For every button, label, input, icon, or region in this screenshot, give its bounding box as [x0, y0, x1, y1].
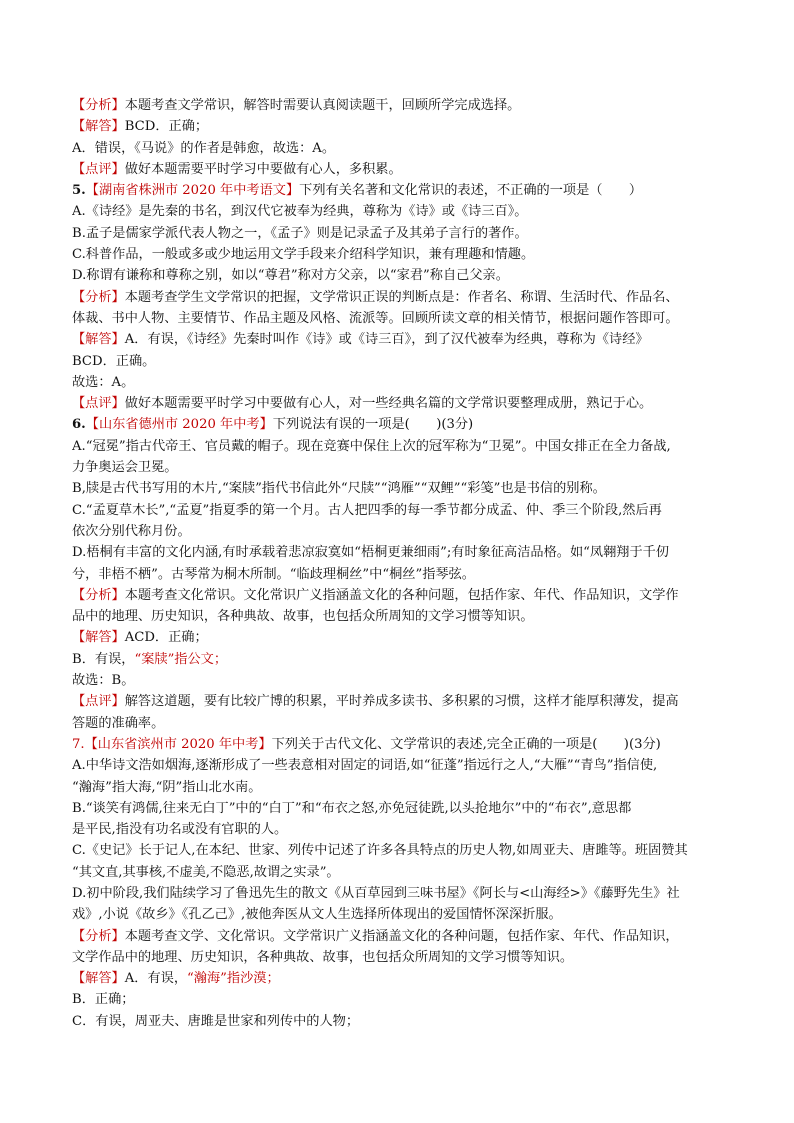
text-line: [72, 862, 732, 883]
highlighted-text: “案牍”指公文；: [134, 651, 228, 667]
text-segment: 下列有关名著和文化常识的表述，不正确的一项是（ ）: [299, 183, 643, 199]
text-line: [72, 713, 732, 734]
text-segment: C.科普作品，一般或多或少地运用文学手段来介绍科学知识，兼有理趣和情趣。: [72, 247, 535, 263]
text-line: [72, 265, 732, 286]
text-segment: “瀚海”指大海,“阴”指山北水南。: [72, 779, 262, 795]
text-line: [72, 542, 732, 563]
text-segment: A.中华诗文浩如烟海,逐渐形成了一些表意相对固定的词语,如“征蓬”指远行之人,“大雁”“青鸟”指信使,: [72, 758, 658, 774]
section-tag: 【山东省德州市 2020 年中考】: [85, 417, 273, 433]
section-tag: 【解答】: [72, 630, 125, 646]
text-segment: “其文直,其事核,不虚美,不隐恶,故谓之实录”。: [72, 864, 340, 880]
text-line: [72, 116, 732, 137]
text-line: [72, 180, 732, 201]
section-tag: 【分析】: [72, 587, 125, 603]
text-segment: 体裁、书中人物、主要情节、作品主题及风格、流派等。回顾所读文章的相关情节，根据问题作答即可。: [72, 310, 679, 326]
text-line: [72, 138, 732, 159]
text-line: [72, 585, 732, 606]
section-tag: 【湖南省株洲市 2020 年中考语文】: [85, 183, 300, 199]
text-line: [72, 393, 732, 414]
text-segment: 本题考查文学、文化常识。文学常识广义指涵盖文化的各种问题，包括作家、年代、作品知识，: [124, 928, 679, 944]
text-segment: B.孟子是儒家学派代表人物之一，《孟子》则是记录孟子及其弟子言行的著作。: [72, 225, 528, 241]
text-line: [72, 159, 732, 180]
text-segment: 本题考查文化常识。文化常识广义指涵盖文化的各种问题，包括作家、年代、作品知识，文学作: [124, 587, 679, 603]
text-segment: ACD．正确；: [124, 630, 208, 646]
text-line: [72, 627, 732, 648]
text-line: [72, 649, 732, 670]
text-line: [72, 244, 732, 265]
section-tag: 【分析】: [72, 98, 125, 113]
section-tag: 【分析】: [72, 289, 125, 305]
text-line: [72, 755, 732, 776]
text-line: [72, 1011, 732, 1032]
text-segment: 戏》,小说《故乡》《孔乙己》,被他奔医从文人生选择所体现出的爱国情怀深深折服。: [72, 907, 562, 923]
text-line: [72, 734, 732, 755]
text-line: [72, 223, 732, 244]
text-segment: 故选：A。: [72, 374, 135, 390]
text-segment: 解答这道题，要有比较广博的积累，平时养成多读书、多积累的习惯，这样才能厚积薄发，提高: [124, 694, 679, 710]
section-tag: 7.【山东省滨州市 2020 年中考】: [72, 736, 272, 752]
text-line: [72, 308, 732, 329]
text-segment: 做好本题需要平时学习中要做有心人，对一些经典名篇的文学常识要整理成册，熟记于心。: [124, 396, 653, 412]
section-tag: 【点评】: [72, 694, 125, 710]
text-line: [72, 329, 732, 350]
text-line: [72, 287, 732, 308]
highlighted-text: “瀚海”指沙漠；: [187, 971, 280, 987]
text-line: [72, 201, 732, 222]
text-line: [72, 436, 732, 457]
text-line: [72, 414, 732, 435]
text-line: [72, 883, 732, 904]
section-tag: 【解答】: [72, 119, 125, 135]
text-segment: A．错误，《马说》的作者是韩愈，故选：A。: [72, 140, 336, 156]
text-segment: A．有误，《诗经》先秦时叫作《诗》或《诗三百》，到了汉代被奉为经典，尊称为《诗经》: [124, 332, 649, 348]
text-line: [72, 947, 732, 968]
text-segment: BCD．正确；: [124, 119, 209, 135]
text-segment: 品中的地理、历史知识，各种典故、故事，也包括众所周知的文学习惯等知识。: [72, 609, 534, 625]
text-segment: B．正确；: [72, 992, 135, 1008]
text-segment: 6.: [72, 417, 86, 433]
text-segment: D.初中阶段,我们陆续学习了鲁迅先生的散文《从百草园到三味书屋》《阿长与<山海经>》《藤野先生》社: [72, 885, 680, 901]
document-page: [72, 95, 732, 1032]
text-line: [72, 777, 732, 798]
text-segment: A.“冠冕”指古代帝王、官员戴的帽子。现在竞赛中保住上次的冠军称为“卫冕”。中国女排正在全力备战,: [72, 438, 671, 454]
text-segment: C．有误，周亚夫、唐雎是世家和列传中的人物；: [72, 1013, 360, 1029]
text-segment: 文学作品中的地理、历史知识，各种典故、故事，也包括众所周知的文学习惯等知识。: [72, 949, 574, 965]
text-segment: 下列说法有误的一项是( )(3分): [272, 417, 474, 433]
text-line: [72, 564, 732, 585]
text-segment: 5.: [72, 183, 86, 199]
section-tag: 【点评】: [72, 161, 125, 177]
text-line: [72, 606, 732, 627]
text-segment: 兮，非梧不栖”。古琴常为桐木所制。“临歧理桐丝”中“桐丝”指琴弦。: [72, 566, 475, 582]
text-segment: 答题的准确率。: [72, 715, 165, 731]
text-segment: 依次分别代称月份。: [72, 523, 191, 539]
text-segment: A．有误，: [124, 971, 188, 987]
text-segment: 是平民,指没有功名或没有官职的人。: [72, 822, 288, 838]
section-tag: 【解答】: [72, 971, 125, 987]
text-segment: B．有误，: [72, 651, 135, 667]
text-segment: B.“谈笑有鸿儒,往来无白丁”中的“白丁”和“布衣之怒,亦免冠徒跣,以头抢地尔”中的“布衣”,意思都: [72, 800, 632, 816]
text-line: [72, 670, 732, 691]
text-line: [72, 372, 732, 393]
text-line: [72, 351, 732, 372]
text-segment: 下列关于古代文化、文学常识的表述,完全正确的一项是( )(3分): [271, 736, 661, 752]
text-line: [72, 521, 732, 542]
text-segment: 力争奥运会卫冕。: [72, 460, 178, 476]
text-segment: BCD．正确。: [72, 353, 156, 369]
text-segment: D.梧桐有丰富的文化内涵,有时承载着悲凉寂寞如“梧桐更兼细雨”;有时象征高洁品格。如“凤翱翔于千仞: [72, 545, 670, 561]
text-segment: A.《诗经》是先秦的书名，到汉代它被奉为经典，尊称为《诗》或《诗三百》。: [72, 204, 528, 220]
text-segment: C.《史记》长于记人,在本纪、世家、列传中记述了许多各具特点的历史人物,如周亚夫、唐雎等。班固赞其: [72, 843, 688, 859]
text-line: [72, 989, 732, 1010]
text-segment: 本题考查文学常识，解答时需要认真阅读题干，回顾所学完成选择。: [124, 98, 521, 113]
text-segment: 故选：B。: [72, 673, 135, 689]
section-tag: 【点评】: [72, 396, 125, 412]
text-segment: D.称谓有谦称和尊称之别，如以“尊君”称对方父亲，以“家君”称自己父亲。: [72, 268, 509, 284]
text-line: [72, 904, 732, 925]
text-line: [72, 968, 732, 989]
text-segment: C.“孟夏草木长”,“孟夏”指夏季的第一个月。古人把四季的每一季节都分成孟、仲、季三个阶段,然后再: [72, 502, 662, 518]
text-segment: 做好本题需要平时学习中要做有心人，多积累。: [124, 161, 402, 177]
text-line: [72, 798, 732, 819]
text-segment: B,牍是古代书写用的木片,“案牍”指代书信此外“尺牍”“鸿雁”“双鲤”“彩笺”也是书信的别称。: [72, 481, 606, 497]
text-segment: 本题考查学生文学常识的把握，文学常识正误的判断点是：作者名、称谓、生活时代、作品名、: [124, 289, 679, 305]
text-line: [72, 691, 732, 712]
text-line: [72, 95, 732, 116]
text-line: [72, 457, 732, 478]
text-line: [72, 819, 732, 840]
text-line: [72, 926, 732, 947]
section-tag: 【解答】: [72, 332, 125, 348]
text-line: [72, 500, 732, 521]
section-tag: 【分析】: [72, 928, 125, 944]
text-line: [72, 840, 732, 861]
text-line: [72, 478, 732, 499]
